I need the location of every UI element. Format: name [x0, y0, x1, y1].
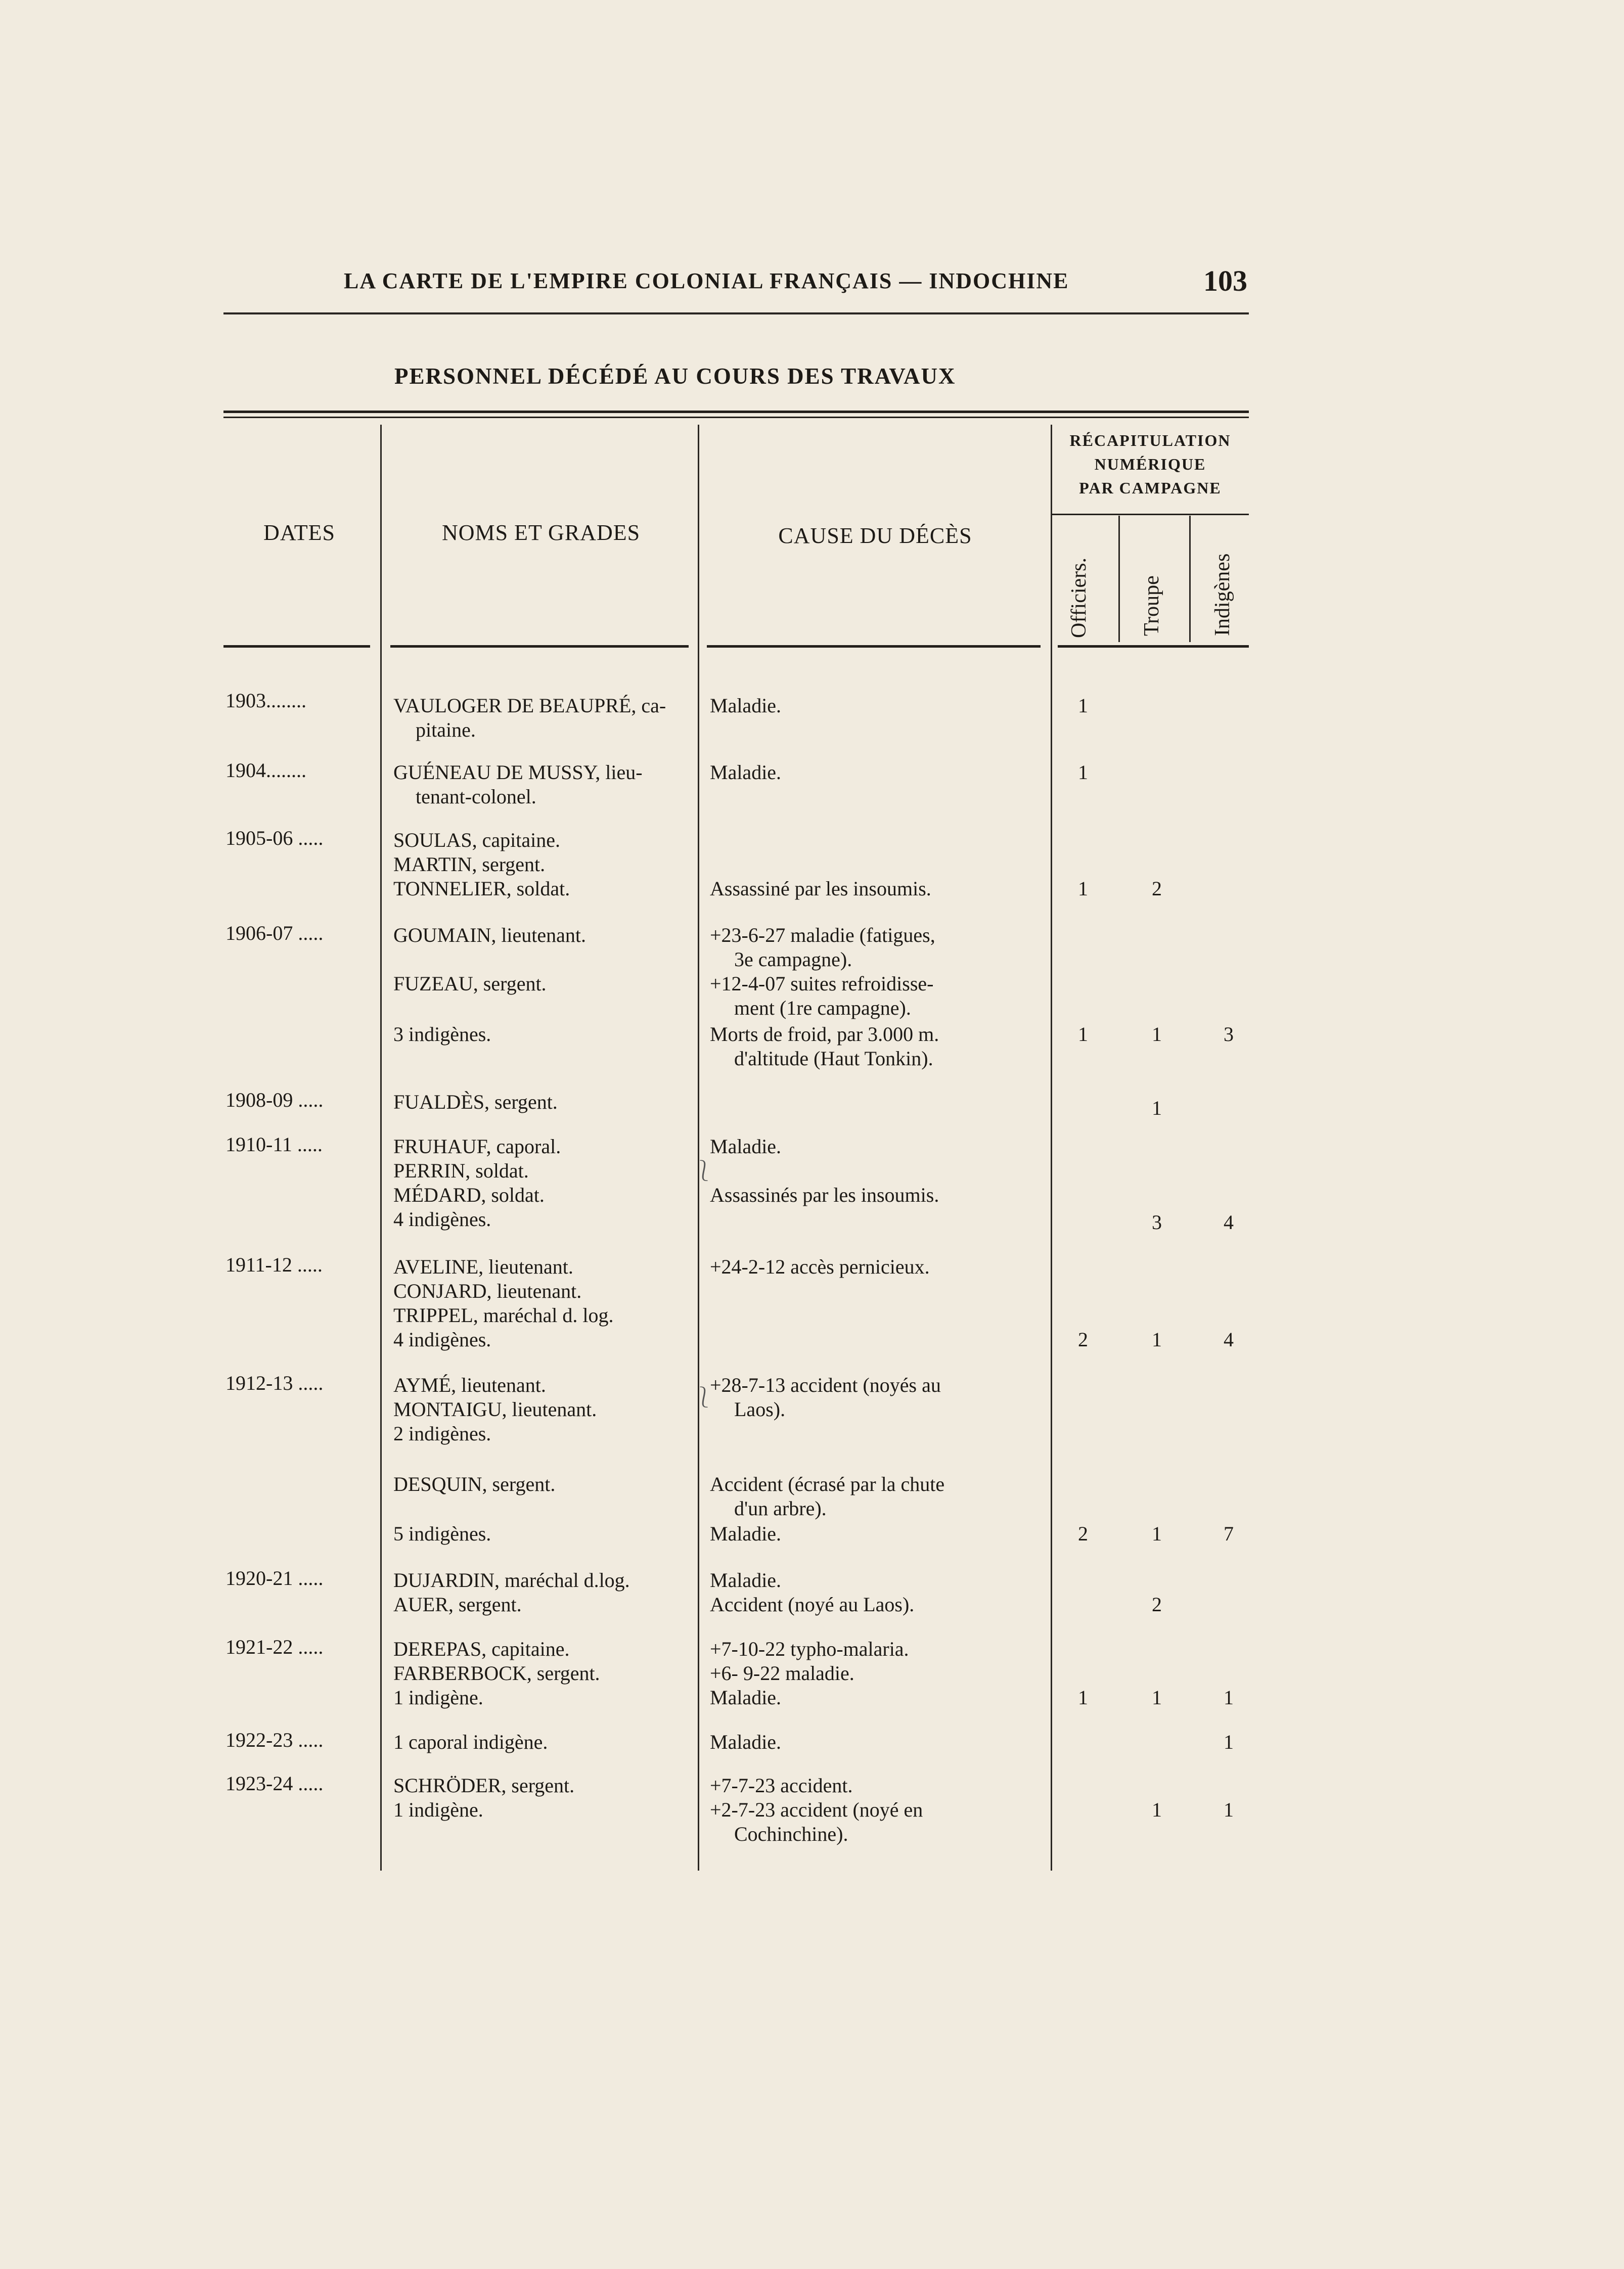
row-cause: Cochinchine). [734, 1823, 848, 1845]
row-name: AVELINE, lieutenant. [393, 1255, 573, 1278]
row-name: TONNELIER, soldat. [393, 877, 570, 900]
row-date: 1905-06 ..... [225, 827, 324, 849]
row-troops: 1 [1152, 1686, 1162, 1709]
page-number: 103 [1203, 264, 1247, 297]
table-title: PERSONNEL DÉCÉDÉ AU COURS DES TRAVAUX [394, 364, 956, 389]
recap-line-1: RÉCAPITULATION [1069, 431, 1231, 449]
row-troops: 2 [1152, 877, 1162, 900]
header-troops: Troupe [1140, 575, 1163, 636]
row-officers: 2 [1078, 1522, 1088, 1545]
table-top-rule-2 [223, 417, 1249, 418]
row-troops: 1 [1152, 1023, 1162, 1046]
grouping-brace: ⎱ [694, 1386, 714, 1409]
row-cause: +24-2-12 accès pernicieux. [710, 1255, 930, 1278]
row-cause: Maladie. [710, 694, 782, 717]
row-officers: 2 [1078, 1328, 1088, 1351]
row-cause: +28-7-13 accident (noyés au [710, 1374, 941, 1396]
row-name: CONJARD, lieutenant. [393, 1280, 582, 1302]
row-cause: +12-4-07 suites refroidisse- [710, 972, 934, 995]
header-bottom-rule-dates [223, 645, 370, 648]
row-name: DUJARDIN, maréchal d.log. [393, 1569, 630, 1592]
row-name: MONTAIGU, lieutenant. [393, 1398, 597, 1421]
row-cause: Maladie. [710, 1135, 782, 1158]
header-officers: Officiers. [1067, 558, 1091, 638]
row-name: PERRIN, soldat. [393, 1159, 529, 1182]
row-name: pitaine. [416, 718, 476, 741]
row-natives: 3 [1224, 1023, 1234, 1046]
row-cause: +7-7-23 accident. [710, 1774, 853, 1797]
row-name: FUZEAU, sergent. [393, 972, 547, 995]
row-cause: Accident (écrasé par la chute [710, 1473, 945, 1495]
row-natives: 1 [1224, 1731, 1234, 1753]
row-name: VAULOGER DE BEAUPRÉ, ca- [393, 694, 666, 717]
row-cause: +23-6-27 maladie (fatigues, [710, 924, 935, 946]
row-cause: +6- 9-22 maladie. [710, 1662, 854, 1685]
header-dates: DATES [263, 520, 335, 545]
row-name: DEREPAS, capitaine. [393, 1638, 570, 1660]
row-cause: Maladie. [710, 1569, 782, 1592]
recap-line-3: PAR CAMPAGNE [1079, 479, 1222, 497]
row-cause: 3e campagne). [734, 948, 852, 971]
recap-sub-rule [1052, 514, 1249, 515]
row-name: 1 indigène. [393, 1798, 483, 1821]
row-cause: Accident (noyé au Laos). [710, 1593, 915, 1616]
row-name: 5 indigènes. [393, 1522, 491, 1545]
row-date: 1912-13 ..... [225, 1372, 324, 1394]
row-officers: 1 [1078, 694, 1088, 717]
row-name: TRIPPEL, maréchal d. log. [393, 1304, 614, 1327]
row-cause: Maladie. [710, 761, 782, 784]
row-date: 1910-11 ..... [225, 1133, 323, 1156]
divider-troops-natives [1189, 516, 1191, 642]
row-cause: Maladie. [710, 1731, 782, 1753]
row-troops: 2 [1152, 1593, 1162, 1616]
row-cause: Laos). [734, 1398, 786, 1421]
row-date: 1911-12 ..... [225, 1253, 323, 1276]
header-names: NOMS ET GRADES [441, 520, 641, 545]
row-date: 1903........ [225, 689, 306, 712]
row-name: 3 indigènes. [393, 1023, 491, 1046]
header-bottom-rule-cause [707, 645, 1041, 648]
row-troops: 1 [1152, 1522, 1162, 1545]
header-cause: CAUSE DU DÉCÈS [778, 523, 972, 548]
row-name: DESQUIN, sergent. [393, 1473, 556, 1495]
row-name: FUALDÈS, sergent. [393, 1091, 558, 1113]
row-date: 1906-07 ..... [225, 922, 324, 944]
divider-dates-names [380, 425, 382, 1871]
row-troops: 1 [1152, 1097, 1162, 1119]
row-cause: ment (1re campagne). [734, 996, 911, 1019]
row-name: SOULAS, capitaine. [393, 829, 560, 851]
row-name: 4 indigènes. [393, 1208, 491, 1231]
row-troops: 1 [1152, 1798, 1162, 1821]
row-cause: Maladie. [710, 1522, 782, 1545]
row-name: AUER, sergent. [393, 1593, 522, 1616]
header-rule [223, 312, 1249, 314]
running-header: LA CARTE DE L'EMPIRE COLONIAL FRANÇAIS — INDOCHINE [344, 268, 1069, 293]
grouping-brace: ⎱ [694, 1159, 714, 1182]
row-date: 1922-23 ..... [225, 1729, 324, 1751]
row-date: 1920-21 ..... [225, 1567, 324, 1590]
row-name: FARBERBOCK, sergent. [393, 1662, 600, 1685]
row-officers: 1 [1078, 877, 1088, 900]
row-natives: 4 [1224, 1328, 1234, 1351]
row-name: SCHRÖDER, sergent. [393, 1774, 575, 1797]
row-name: AYMÉ, lieutenant. [393, 1374, 546, 1396]
row-cause: d'altitude (Haut Tonkin). [734, 1047, 933, 1070]
row-name: MÉDARD, soldat. [393, 1184, 545, 1206]
row-name: 1 indigène. [393, 1686, 483, 1709]
row-troops: 1 [1152, 1328, 1162, 1351]
row-date: 1923-24 ..... [225, 1772, 324, 1795]
row-name: 4 indigènes. [393, 1328, 491, 1351]
row-date: 1921-22 ..... [225, 1636, 324, 1658]
divider-names-cause [698, 425, 699, 1871]
row-cause: d'un arbre). [734, 1497, 827, 1520]
row-cause: Assassinés par les insoumis. [710, 1184, 939, 1206]
recap-line-2: NUMÉRIQUE [1094, 455, 1206, 473]
row-natives: 1 [1224, 1798, 1234, 1821]
row-natives: 4 [1224, 1211, 1234, 1234]
row-officers: 1 [1078, 761, 1088, 784]
row-name: 1 caporal indigène. [393, 1731, 548, 1753]
row-name: MARTIN, sergent. [393, 853, 546, 876]
row-name: GUÉNEAU DE MUSSY, lieu- [393, 761, 643, 784]
table-top-rule [223, 411, 1249, 413]
row-cause: +2-7-23 accident (noyé en [710, 1798, 923, 1821]
header-bottom-rule-names [390, 645, 689, 648]
row-troops: 3 [1152, 1211, 1162, 1234]
row-date: 1908-09 ..... [225, 1088, 324, 1111]
row-cause: Maladie. [710, 1686, 782, 1709]
row-cause: Morts de froid, par 3.000 m. [710, 1023, 939, 1046]
row-name: 2 indigènes. [393, 1422, 491, 1445]
row-officers: 1 [1078, 1023, 1088, 1046]
header-bottom-rule-recap [1058, 645, 1249, 648]
row-cause: +7-10-22 typho-malaria. [710, 1638, 909, 1660]
row-officers: 1 [1078, 1686, 1088, 1709]
row-natives: 1 [1224, 1686, 1234, 1709]
row-name: GOUMAIN, lieutenant. [393, 924, 587, 946]
recap-header [1052, 429, 1249, 500]
row-name: tenant-colonel. [416, 785, 536, 808]
divider-cause-recap [1051, 425, 1052, 1871]
row-name: FRUHAUF, caporal. [393, 1135, 561, 1158]
divider-officers-troops [1118, 516, 1120, 642]
row-cause: Assassiné par les insoumis. [710, 877, 931, 900]
row-natives: 7 [1224, 1522, 1234, 1545]
header-natives: Indigènes [1211, 553, 1234, 636]
row-date: 1904........ [225, 759, 306, 782]
